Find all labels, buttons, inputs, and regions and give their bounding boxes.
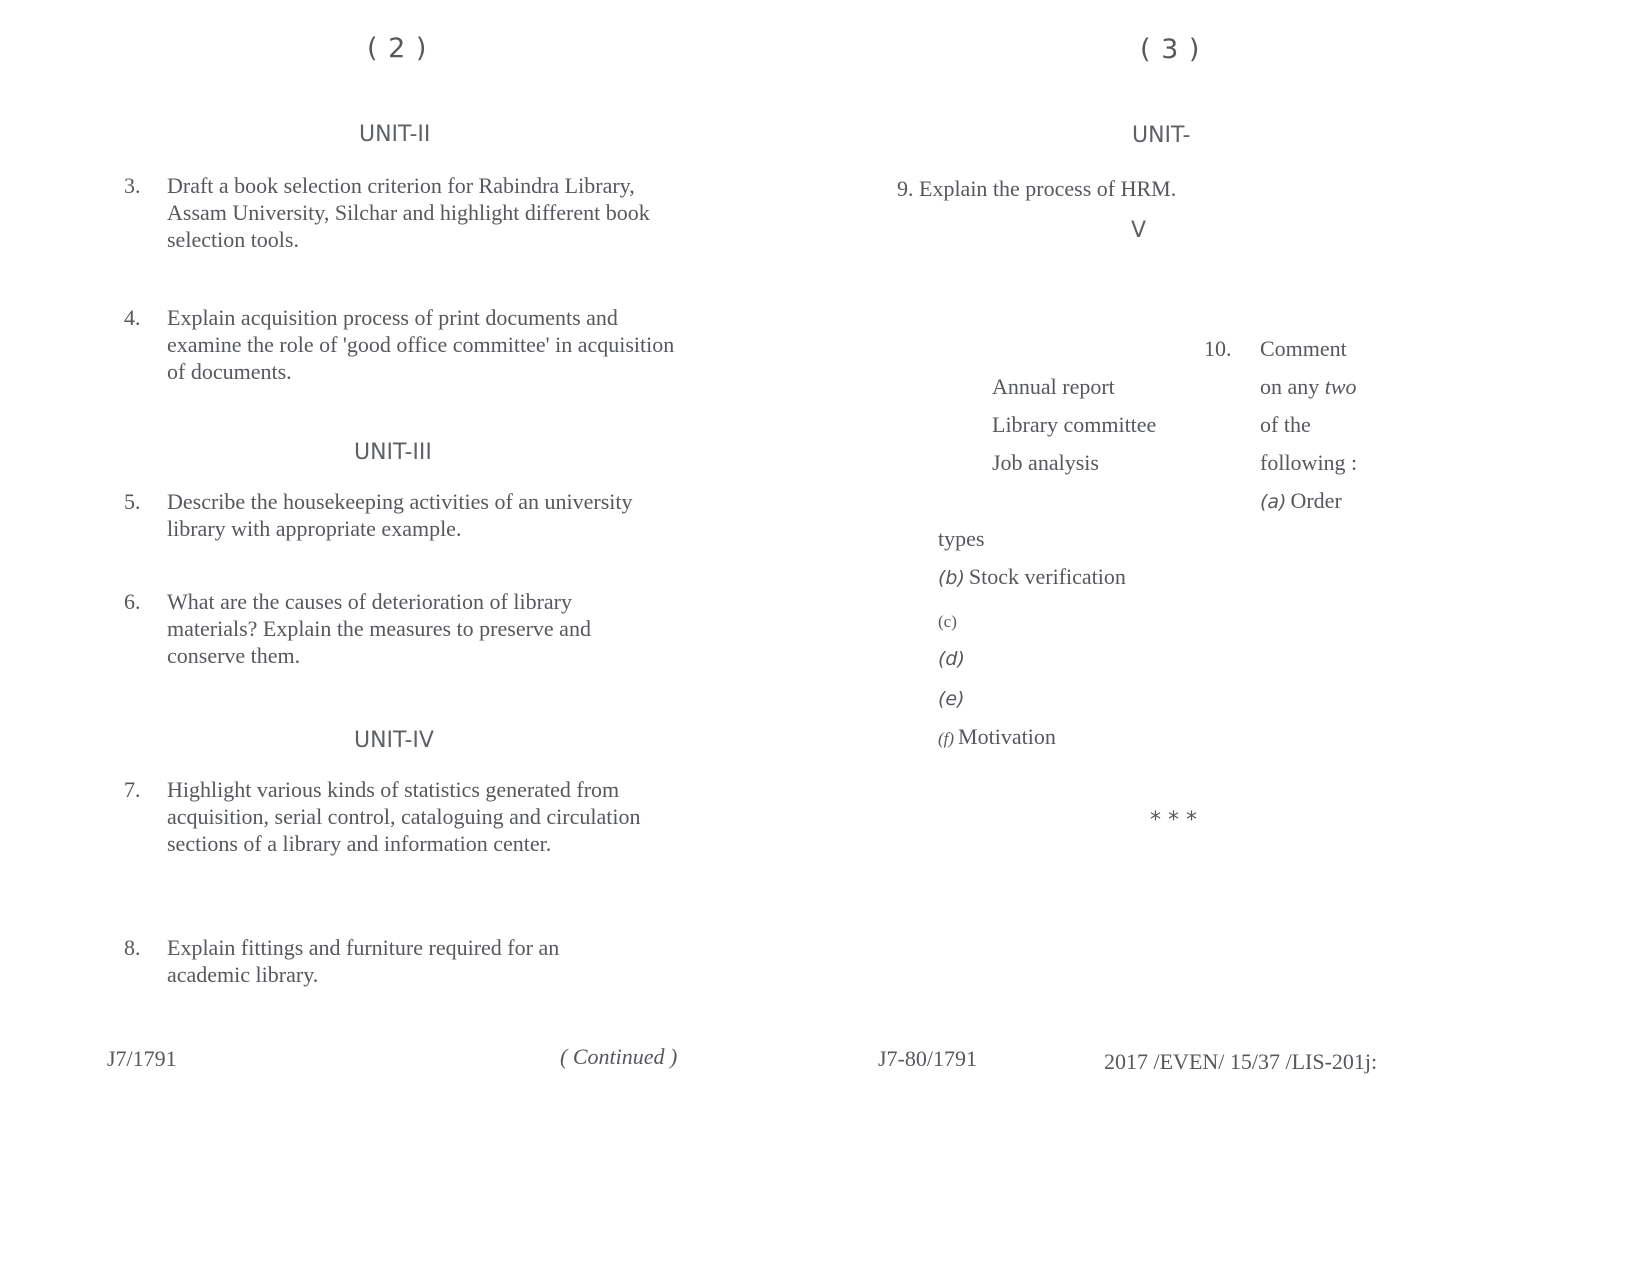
question-text: Describe the housekeeping activities of an university library with appropriate example. [167, 489, 633, 541]
option-c-text: Annual report [992, 374, 1115, 399]
option-b-label: (b) [938, 567, 965, 589]
page-number-left: ( 2 ) [367, 33, 428, 64]
question-text: Draft a book selection criterion for Rabindra Library, Assam University, Silchar and highlight different book selection tools. [167, 173, 650, 252]
unit-iii-heading: UNIT-III [354, 440, 432, 465]
question-10-number: 10. [1204, 336, 1232, 361]
question-number: 8. [124, 935, 141, 960]
option-a [1260, 488, 1342, 514]
question-text: What are the causes of deterioration of library materials? Explain the measures to preserve and conserve them. [167, 589, 591, 668]
question-number: 6. [124, 589, 141, 614]
question-text: Highlight various kinds of statistics generated from acquisition, serial control, cataloguing and circulation sections of a library and information center. [167, 777, 641, 856]
option-a-continuation: types [938, 526, 985, 551]
option-a-text: Order [1290, 488, 1342, 513]
option-d-label: (d) [938, 648, 965, 670]
option-c-label: (c) [938, 612, 957, 631]
question-number: 3. [124, 173, 141, 198]
question-9: 9. Explain the process of HRM. [897, 176, 1177, 201]
q10-emphasis: two [1324, 374, 1357, 399]
page-number-right: ( 3 ) [1140, 34, 1201, 65]
question-text: Explain fittings and furniture required for an academic library. [167, 935, 560, 987]
footer-paper-code: 2017 /EVEN/ 15/37 /LIS-201j: [1104, 1049, 1378, 1074]
q10-line-3: of the [1260, 412, 1311, 437]
option-d-text: Library committee [992, 412, 1157, 437]
option-b [938, 564, 1126, 590]
unit-heading: UNIT- [1132, 123, 1191, 148]
option-a-label: (a) [1260, 491, 1287, 513]
footer-continued: ( Continued ) [560, 1044, 678, 1069]
footer-code-right: J7-80/1791 [878, 1046, 977, 1071]
option-f-label: (f) [938, 729, 955, 748]
question-number: 4. [124, 305, 141, 330]
footer-code-left: J7/1791 [107, 1046, 177, 1071]
question-text: Explain acquisition process of print documents and examine the role of 'good office committee' in acquisition of documents. [167, 305, 675, 384]
unit-v-fragment: V [1131, 218, 1147, 243]
q10-line-1: Comment [1260, 336, 1347, 361]
option-f-text: Motivation [958, 724, 1056, 749]
question-number: 5. [124, 489, 141, 514]
q10-line-2 [1260, 374, 1357, 400]
option-e-text: Job analysis [992, 450, 1099, 475]
option-f [938, 724, 1056, 750]
option-e-label: (e) [938, 688, 965, 710]
question-number: 7. [124, 777, 141, 802]
option-b-text: Stock verification [968, 564, 1126, 589]
q10-line-4: following : [1260, 450, 1358, 475]
end-stars: * * * [1150, 808, 1197, 833]
unit-iv-heading: UNIT-IV [354, 728, 434, 753]
q10-line-2-text: on any [1260, 374, 1320, 399]
unit-ii-heading: UNIT-II [359, 122, 431, 147]
